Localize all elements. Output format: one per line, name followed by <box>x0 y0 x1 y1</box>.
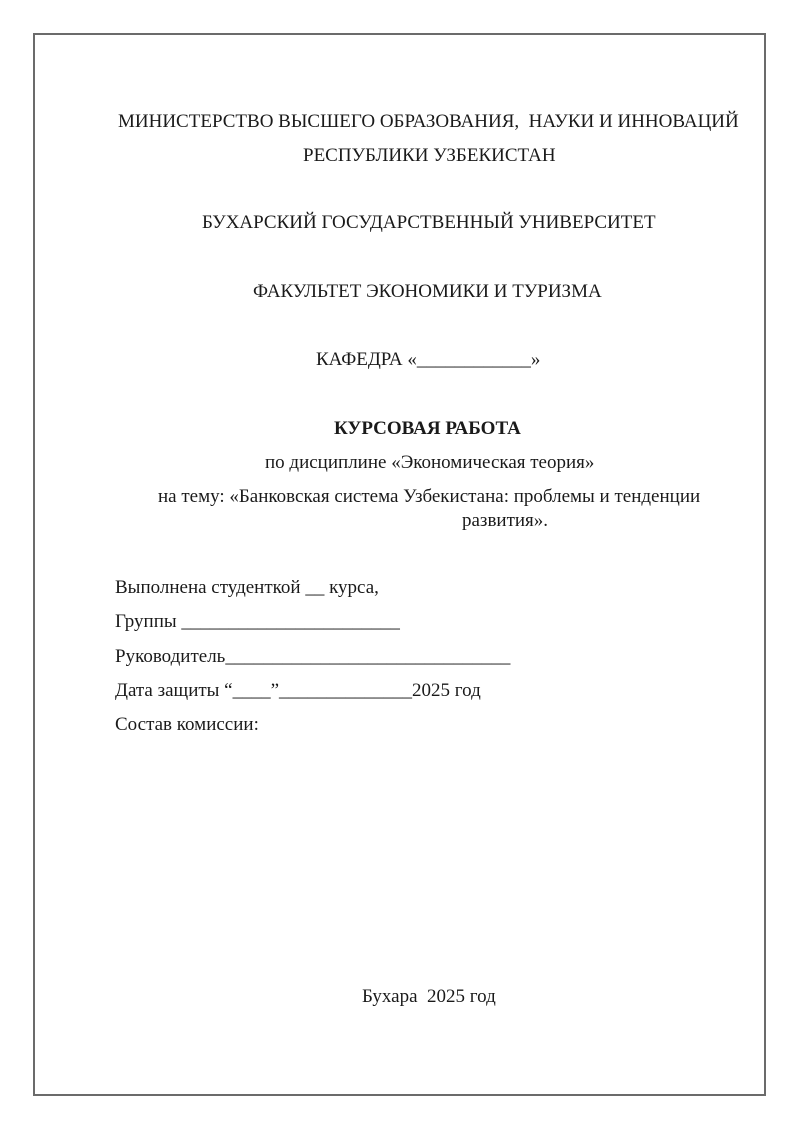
student-line: Выполнена студенткой __ курса, <box>115 577 379 598</box>
work-type-title: КУРСОВАЯ РАБОТА <box>334 418 521 439</box>
ministry-line-1: МИНИСТЕРСТВО ВЫСШЕГО ОБРАЗОВАНИЯ, НАУКИ И ИННОВАЦИЙ <box>118 111 739 132</box>
university-name: БУХАРСКИЙ ГОСУДАРСТВЕННЫЙ УНИВЕРСИТЕТ <box>202 212 656 233</box>
supervisor-line: Руководитель______________________________ <box>115 646 511 667</box>
department-name: КАФЕДРА «____________» <box>316 349 541 370</box>
topic-line-1: на тему: «Банковская система Узбекистана: проблемы и тенденции <box>158 486 701 507</box>
faculty-name: ФАКУЛЬТЕТ ЭКОНОМИКИ И ТУРИЗМА <box>253 281 602 302</box>
city-year: Бухара 2025 год <box>362 986 496 1007</box>
defense-date-line: Дата защиты “____”______________2025 год <box>115 680 481 701</box>
group-line: Группы _______________________ <box>115 611 400 632</box>
ministry-line-2: РЕСПУБЛИКИ УЗБЕКИСТАН <box>303 145 556 166</box>
discipline-line: по дисциплине «Экономическая теория» <box>265 452 595 473</box>
commission-line: Состав комиссии: <box>115 714 259 735</box>
page-border <box>33 33 766 1096</box>
topic-line-2: развития». <box>462 510 549 531</box>
